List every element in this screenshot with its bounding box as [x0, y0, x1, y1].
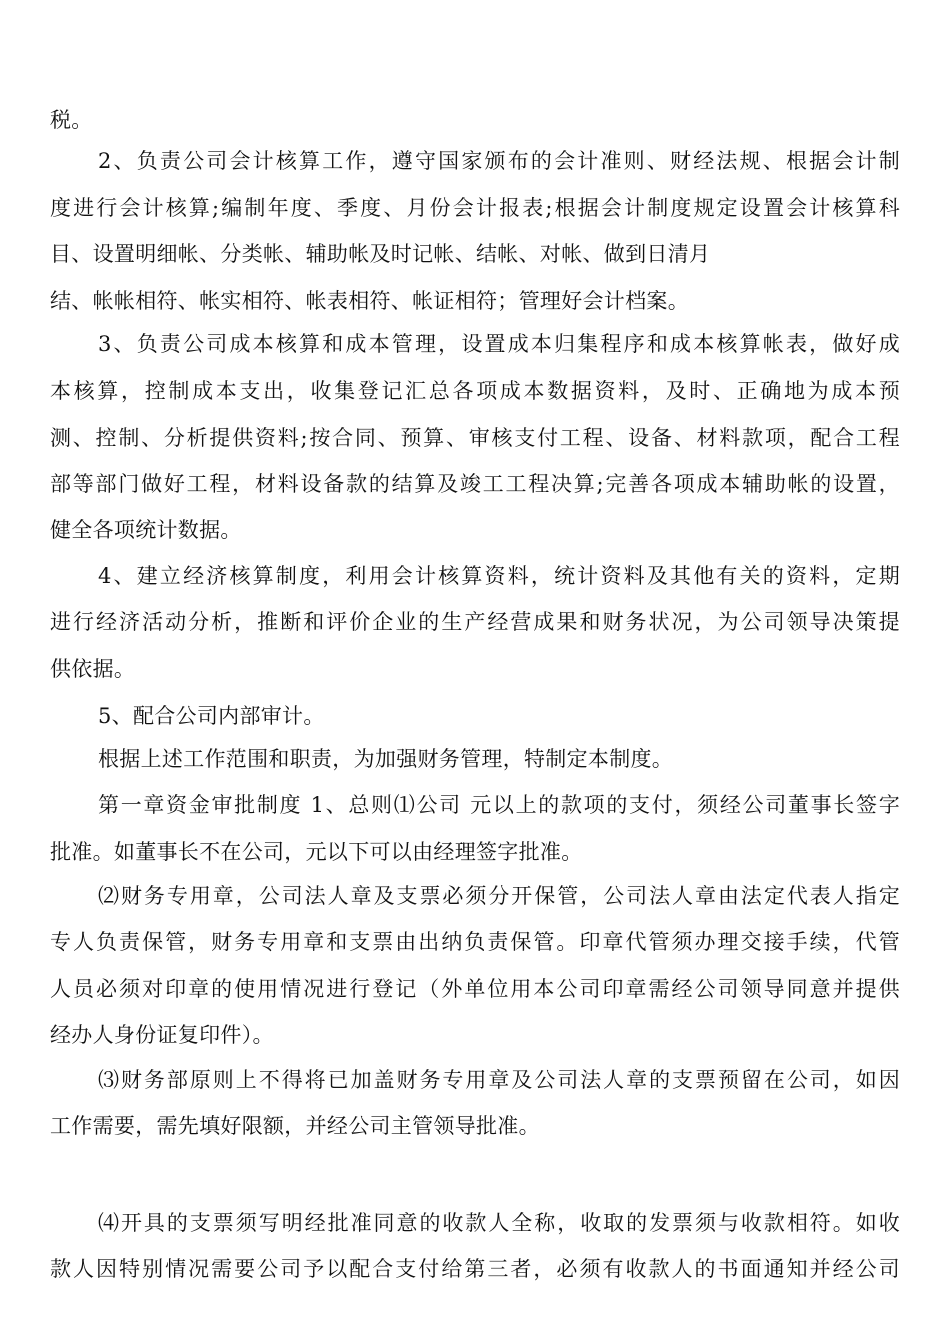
text-line: 测、控制、分析提供资料;按合同、预算、审核支付工程、设备、材料款项，配合工程 — [50, 426, 900, 450]
text-line: 部等部门做好工程，材料设备款的结算及竣工工程决算;完善各项成本辅助帐的设置， — [50, 472, 900, 496]
text-line: ⑵财务专用章，公司法人章及支票必须分开保管，公司法人章由法定代表人指定 — [98, 884, 900, 908]
text-line: 工作需要，需先填好限额，并经公司主管领导批准。 — [50, 1114, 540, 1138]
text-line: ⑶财务部原则上不得将已加盖财务专用章及公司法人章的支票预留在公司，如因 — [98, 1068, 900, 1092]
text-line: 4、建立经济核算制度，利用会计核算资料，统计资料及其他有关的资料，定期 — [98, 564, 900, 588]
text-line: 结、帐帐相符、帐实相符、帐表相符、帐证相符；管理好会计档案。 — [50, 289, 689, 313]
text-line: 3、负责公司成本核算和成本管理，设置成本归集程序和成本核算帐表，做好成 — [98, 332, 900, 356]
text-line: 目、设置明细帐、分类帐、辅助帐及时记帐、结帐、对帐、做到日清月 — [50, 242, 711, 266]
text-line: 根据上述工作范围和职责，为加强财务管理，特制定本制度。 — [98, 747, 674, 771]
text-line: 专人负责保管，财务专用章和支票由出纳负责保管。印章代管须办理交接手续，代管 — [50, 930, 900, 954]
text-line: 第一章资金审批制度 1、总则⑴公司 元以上的款项的支付，须经公司董事长签字 — [98, 793, 900, 817]
text-line: 2、负责公司会计核算工作，遵守国家颁布的会计准则、财经法规、根据会计制 — [98, 149, 900, 173]
text-line: 人员必须对印章的使用情况进行登记（外单位用本公司印章需经公司领导同意并提供 — [50, 977, 900, 1001]
text-line: 健全各项统计数据。 — [50, 518, 242, 542]
text-line: 进行经济活动分析，推断和评价企业的生产经营成果和财务状况，为公司领导决策提 — [50, 610, 900, 634]
text-line: 5、配合公司内部审计。 — [98, 704, 325, 728]
text-line: 本核算，控制成本支出，收集登记汇总各项成本数据资料，及时、正确地为成本预 — [50, 379, 900, 403]
text-line: 批准。如董事长不在公司，元以下可以由经理签字批准。 — [50, 840, 583, 864]
text-line: 供依据。 — [50, 657, 136, 681]
text-line: 经办人身份证复印件）。 — [50, 1023, 274, 1047]
text-line: 税。 — [50, 108, 93, 132]
text-line: 度进行会计核算;编制年度、季度、月份会计报表;根据会计制度规定设置会计核算科 — [50, 196, 900, 220]
text-line: ⑷开具的支票须写明经批准同意的收款人全称，收取的发票须与收款相符。如收 — [98, 1211, 900, 1235]
text-line: 款人因特别情况需要公司予以配合支付给第三者，必须有收款人的书面通知并经公司 — [50, 1257, 900, 1281]
